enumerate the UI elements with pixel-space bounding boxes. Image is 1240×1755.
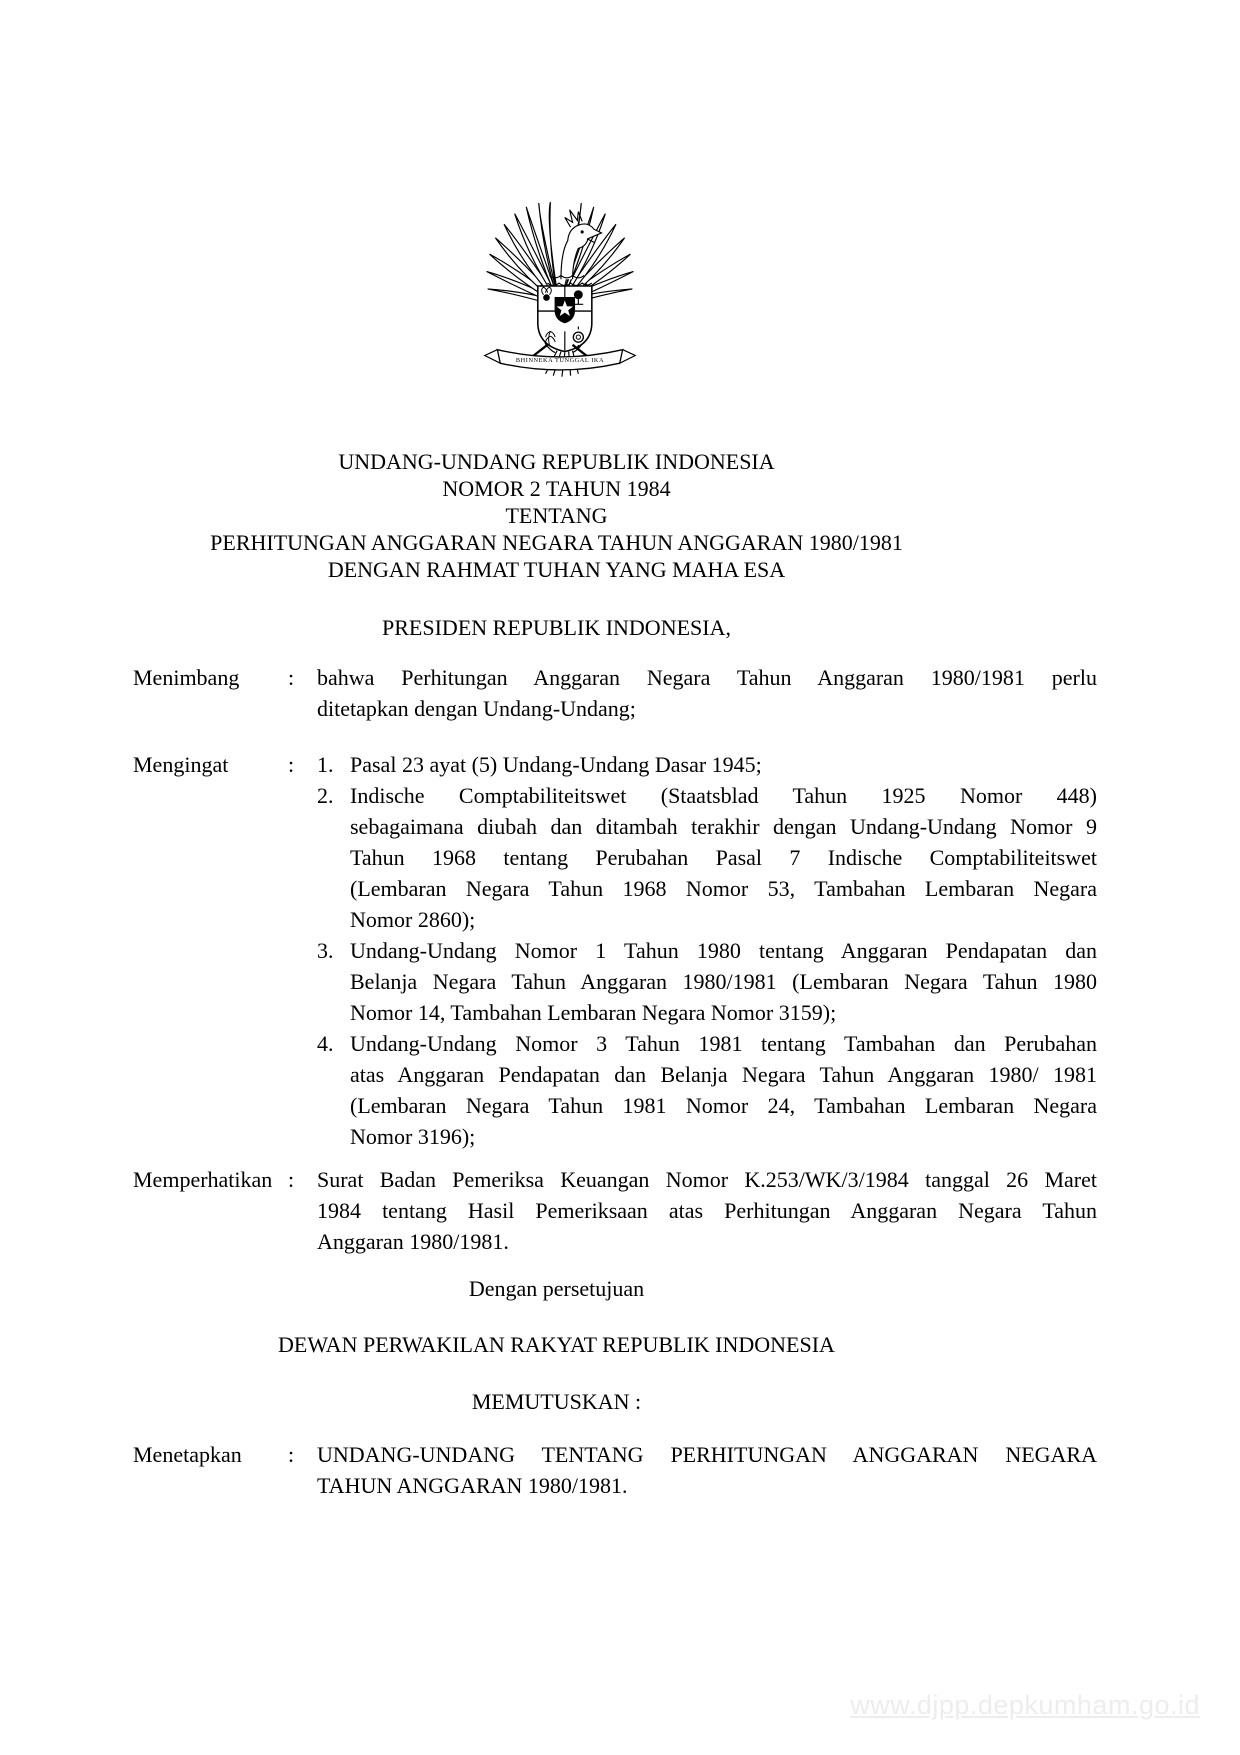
- text-line: Indische Comptabiliteitswet (Staatsblad Tahun 1925 Nomor 448): [350, 783, 1097, 808]
- clause-mengingat: [133, 749, 1097, 1152]
- list-item-number: 3.: [317, 938, 334, 963]
- text-line: (Lembaran Negara Tahun 1981 Nomor 24, Tambahan Lembaran Negara: [350, 1093, 1097, 1118]
- clause-label: Menimbang: [133, 665, 240, 690]
- text-line: Belanja Negara Tahun Anggaran 1980/1981 (Lembaran Negara Tahun 1980: [350, 969, 1097, 994]
- list-item-number: 1.: [317, 752, 334, 777]
- text-line: atas Anggaran Pendapatan dan Belanja Negara Tahun Anggaran 1980/ 1981: [350, 1062, 1097, 1087]
- clause-label: Mengingat: [133, 752, 229, 777]
- title-line-undang: UNDANG-UNDANG REPUBLIK INDONESIA: [338, 449, 775, 474]
- clause-menimbang: [133, 662, 1097, 724]
- list-item-text: [350, 1028, 1097, 1152]
- agreement-line: Dengan persetujuan: [468, 1276, 645, 1301]
- text-line: Nomor 14, Tambahan Lembaran Negara Nomor 3159);: [350, 1000, 837, 1025]
- text-line: Nomor 2860);: [350, 907, 476, 932]
- title-line-perihal: PERHITUNGAN ANGGARAN NEGARA TAHUN ANGGARAN 1980/1981: [210, 530, 903, 555]
- list-item: [317, 780, 1097, 935]
- text-line: Nomor 3196);: [350, 1124, 476, 1149]
- list-item-text: [350, 749, 1097, 780]
- text-line: 1984 tentang Hasil Pemeriksaan atas Perhitungan Anggaran Negara Tahun: [317, 1198, 1097, 1223]
- clause-body: [317, 749, 1097, 1152]
- clause-body: [317, 662, 1097, 724]
- clause-colon: :: [288, 1442, 295, 1467]
- banner-ribbon-icon: [485, 350, 635, 370]
- pancasila-shield-icon: [538, 286, 592, 352]
- text-line: ditetapkan dengan Undang-Undang;: [317, 696, 636, 721]
- clause-label: Menetapkan: [133, 1442, 242, 1467]
- banner-motto-text: BHINNEKA TUNGGAL IKA: [515, 357, 605, 365]
- clause-label: Memperhatikan: [133, 1167, 273, 1192]
- list-item-text: [350, 935, 1097, 1028]
- text-line: Surat Badan Pemeriksa Keuangan Nomor K.253/WK/3/1984 tanggal 26 Maret: [317, 1167, 1097, 1192]
- list-item-number: 2.: [317, 783, 334, 808]
- clause-colon: :: [288, 1167, 295, 1192]
- president-heading: PRESIDEN REPUBLIK INDONESIA,: [382, 615, 731, 640]
- text-line: bahwa Perhitungan Anggaran Negara Tahun Anggaran 1980/1981 perlu: [317, 665, 1097, 690]
- clause-body: [317, 1164, 1097, 1257]
- memutuskan-heading: MEMUTUSKAN :: [471, 1389, 642, 1414]
- title-line-rahmat: DENGAN RAHMAT TUHAN YANG MAHA ESA: [327, 557, 786, 582]
- clause-colon: :: [288, 665, 295, 690]
- text-line: sebagaimana diubah dan ditambah terakhir dengan Undang-Undang Nomor 9: [350, 814, 1097, 839]
- document-content: [0, 448, 1113, 1501]
- list-item-text: [350, 780, 1097, 935]
- clause-colon: :: [288, 752, 295, 777]
- clause-memperhatikan: [133, 1164, 1097, 1257]
- text-line: (Lembaran Negara Tahun 1968 Nomor 53, Tambahan Lembaran Negara: [350, 876, 1097, 901]
- text-line: Undang-Undang Nomor 1 Tahun 1980 tentang Anggaran Pendapatan dan: [350, 938, 1097, 963]
- list-item-number: 4.: [317, 1031, 334, 1056]
- text-line: Tahun 1968 tentang Perubahan Pasal 7 Indische Comptabiliteitswet: [350, 845, 1097, 870]
- text-line: UNDANG-UNDANG TENTANG PERHITUNGAN ANGGARAN NEGARA: [317, 1442, 1097, 1467]
- document-title-block: [0, 448, 1113, 583]
- text-line: TAHUN ANGGARAN 1980/1981.: [317, 1473, 628, 1498]
- list-item: [317, 749, 1097, 780]
- title-line-nomor: NOMOR 2 TAHUN 1984: [442, 476, 671, 501]
- list-item: [317, 1028, 1097, 1152]
- list-item: [317, 935, 1097, 1028]
- text-line: Anggaran 1980/1981.: [317, 1229, 509, 1254]
- text-line: Pasal 23 ayat (5) Undang-Undang Dasar 1945;: [350, 752, 762, 777]
- watermark-url: www.djpp.depkumham.go.id: [850, 1690, 1200, 1720]
- clause-body: [317, 1439, 1097, 1501]
- text-line: Undang-Undang Nomor 3 Tahun 1981 tentang Tambahan dan Perubahan: [350, 1031, 1097, 1056]
- dpr-heading: DEWAN PERWAKILAN RAKYAT REPUBLIK INDONESIA: [278, 1332, 835, 1357]
- clause-menetapkan: [133, 1439, 1097, 1501]
- title-line-tentang: TENTANG: [505, 503, 608, 528]
- garuda-pancasila-emblem: [478, 192, 642, 380]
